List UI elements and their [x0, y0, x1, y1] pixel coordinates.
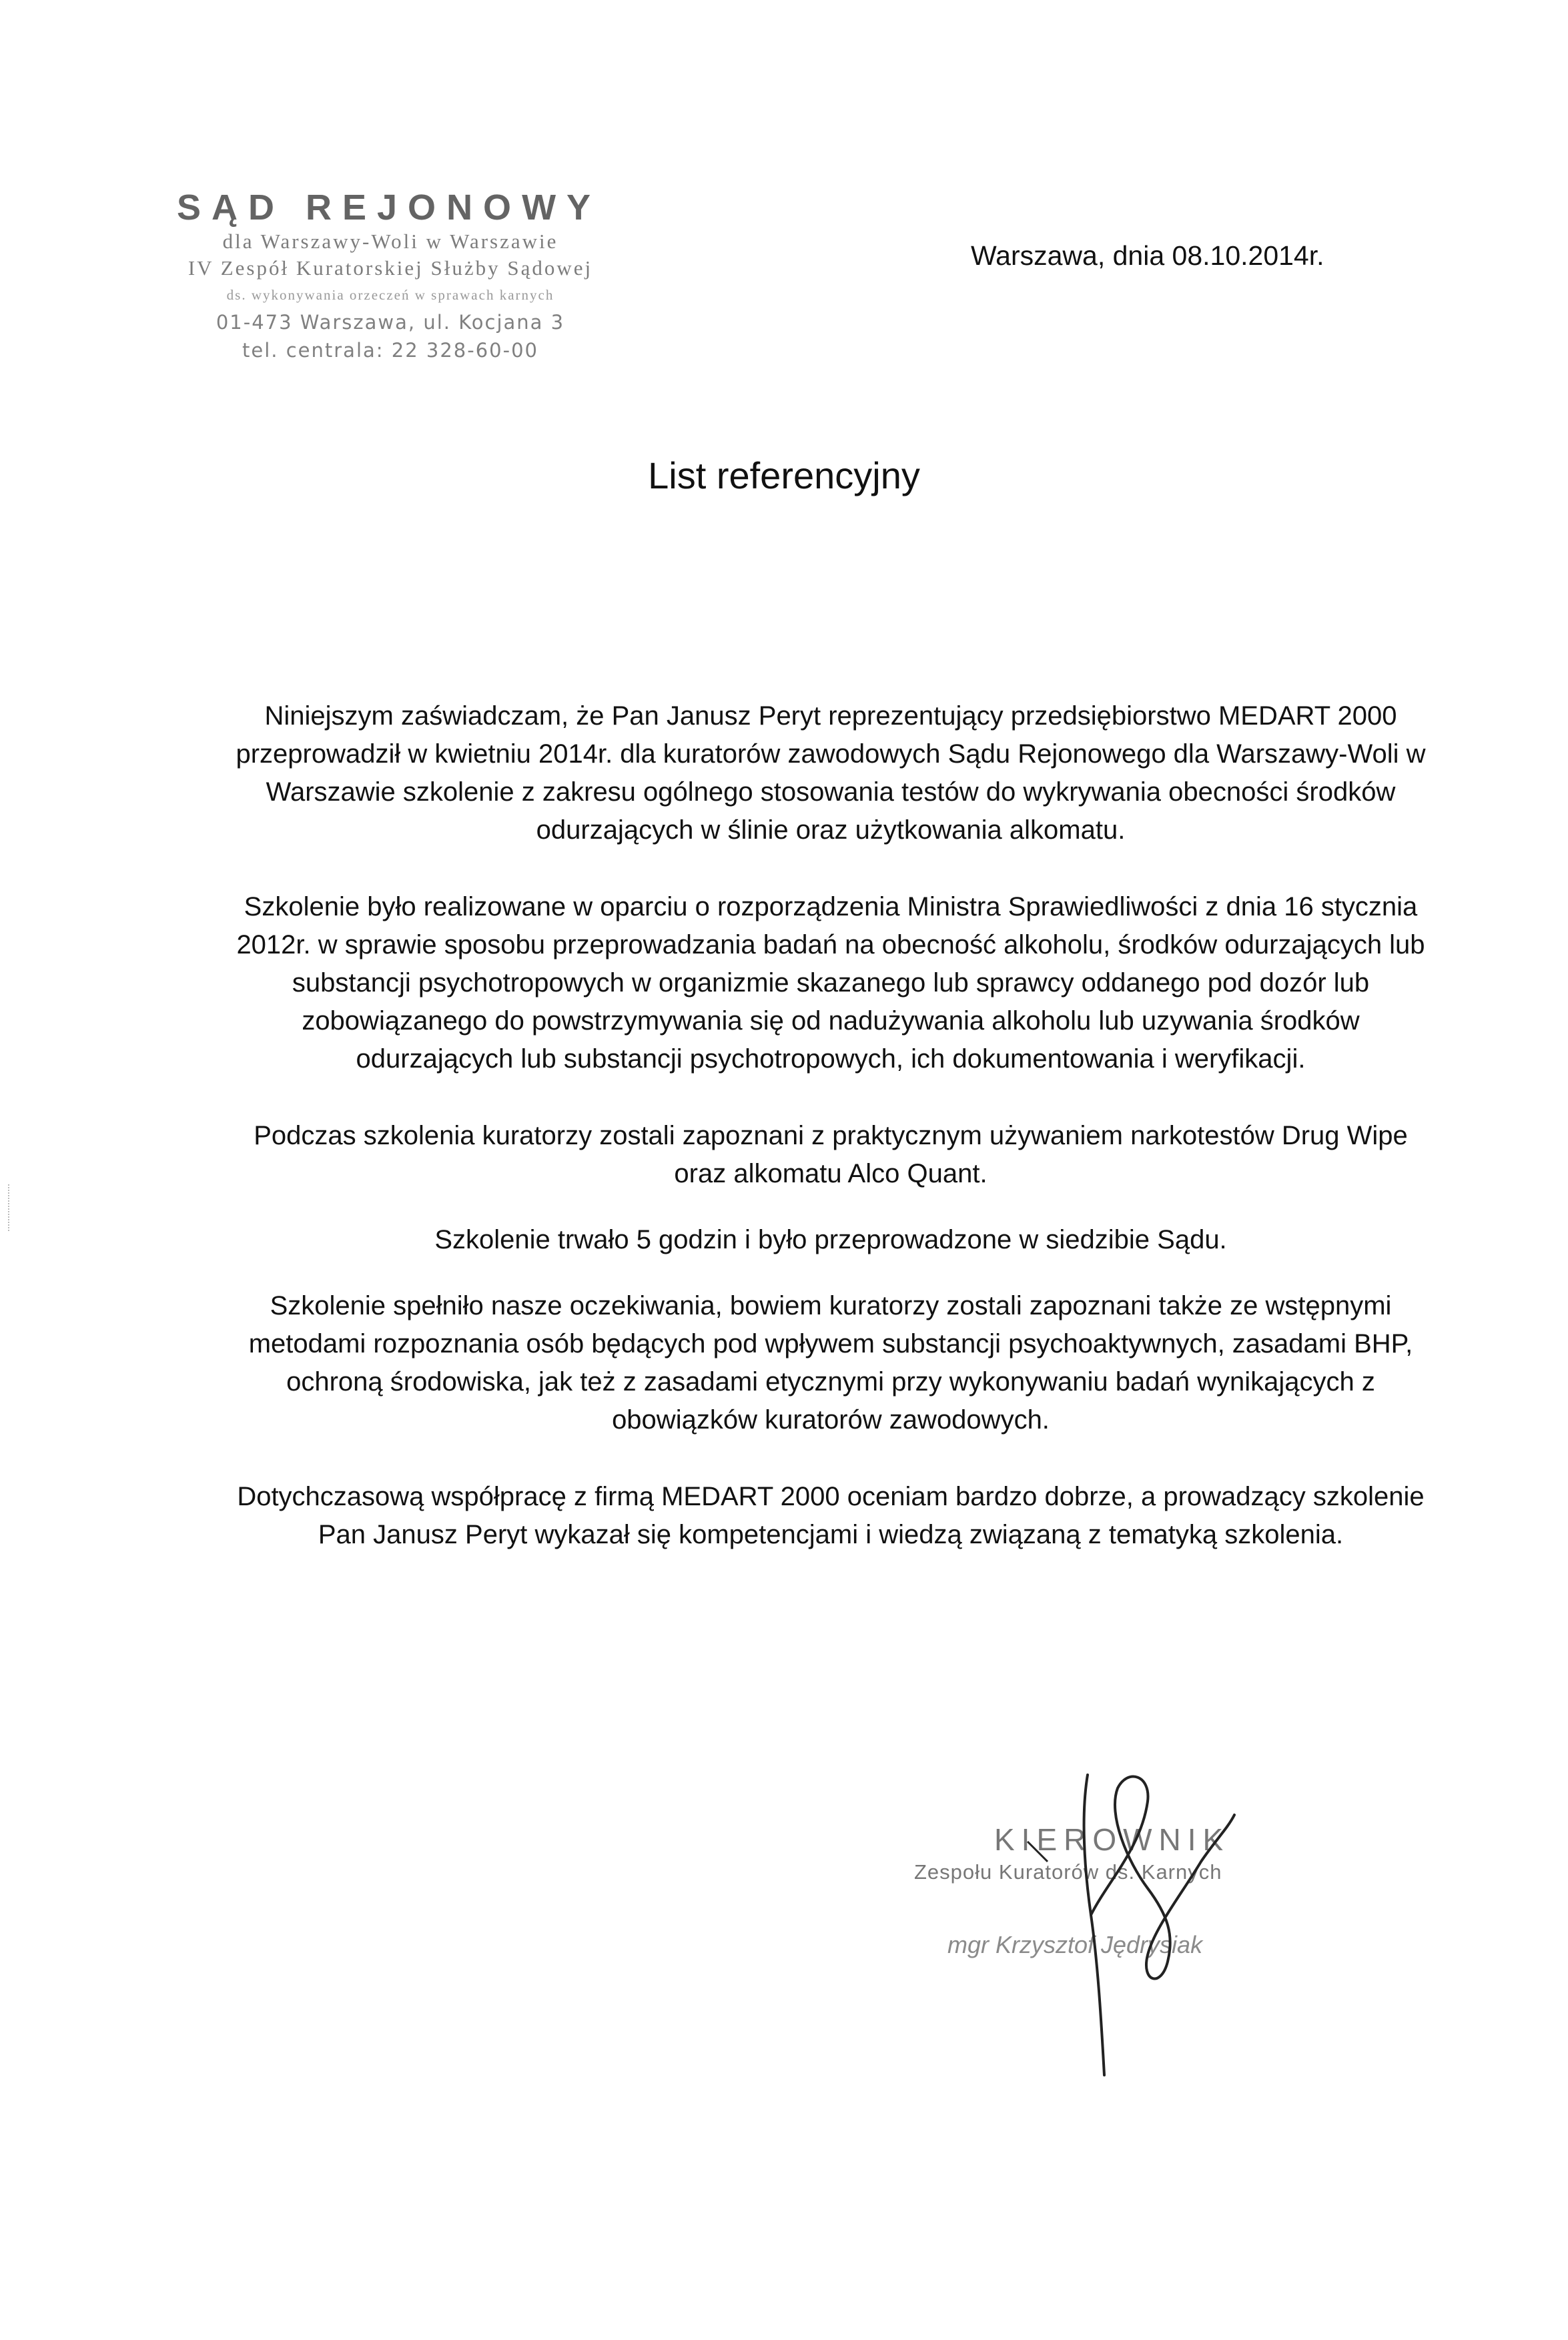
- letterhead-line-3: ds. wykonywania orzeczeń w sprawach karnych: [226, 287, 554, 303]
- court-name: SĄD REJONOWY: [177, 187, 602, 228]
- paragraph-6: Dotychczasową współpracę z firmą MEDART 2000 oceniam bardzo dobrze, a prowadzący szkolenie Pan Janusz Peryt wykazał się kompetencjami i wiedzą związaną z tematyką szkolenia.: [237, 1482, 1425, 1549]
- letterhead-line-1: dla Warszawy-Woli w Warszawie: [222, 230, 558, 253]
- letterhead-address: 01-473 Warszawa, ul. Kocjana 3: [216, 311, 565, 334]
- letter-body: [227, 697, 1435, 1593]
- letterhead-line-2: IV Zespół Kuratorskiej Służby Sądowej: [187, 256, 593, 280]
- signature-stamp-unit: Zespołu Kuratorów ds. Karnych: [914, 1860, 1222, 1884]
- scan-margin-mark: [8, 1184, 12, 1231]
- paragraph-3: Podczas szkolenia kuratorzy zostali zapoznani z praktycznym używaniem narkotestów Drug Wipe oraz alkomatu Alco Quant.: [254, 1121, 1408, 1188]
- paragraph-4: Szkolenie trwało 5 godzin i było przeprowadzone w siedzibie Sądu.: [434, 1225, 1227, 1254]
- paragraph-1: Niniejszym zaświadczam, że Pan Janusz Peryt reprezentujący przedsiębiorstwo MEDART 2000 przeprowadził w kwietniu 2014r. dla kuratorów zawodowych Sądu Rejonowego dla Warszawy-Woli w Warszawie szkolenie z zakresu ogólnego stosowania testów do wykrywania obecności środków odurzających w ślinie oraz użytkowania alkomatu.: [236, 701, 1426, 845]
- court-letterhead-stamp: [170, 187, 611, 364]
- letter-date: Warszawa, dnia 08.10.2014r.: [971, 240, 1324, 271]
- paragraph-5: Szkolenie spełniło nasze oczekiwania, bowiem kuratorzy zostali zapoznani także ze wstępnymi metodami rozpoznania osób będących pod wpływem substancji psychoaktywnych, zasadami BHP, ochroną środowiska, jak też z zasadami etycznymi przy wykonywaniu badań wynikających z obowiązków kuratorów zawodowych.: [248, 1291, 1413, 1435]
- signature-stamp-name: mgr Krzysztof Jędrysiak: [947, 1931, 1203, 1958]
- signature-stamp-role: KIEROWNIK: [994, 1822, 1230, 1857]
- handwritten-signature: [947, 1762, 1294, 2095]
- paragraph-2: Szkolenie było realizowane w oparciu o rozporządzenia Ministra Sprawiedliwości z dnia 16 stycznia 2012r. w sprawie sposobu przeprowadzania badań na obecność alkoholu, środków odurzających lub substancji psychotropowych w organizmie skazanego lub sprawcy oddanego pod dozór lub zobowiązanego do powstrzymywania się od nadużywania alkoholu lub uzywania środków odurzających lub substancji psychotropowych, ich dokumentowania i weryfikacji.: [236, 892, 1425, 1074]
- letter-title: List referencyjny: [648, 454, 920, 496]
- letterhead-phone: tel. centrala: 22 328-60-00: [242, 339, 538, 362]
